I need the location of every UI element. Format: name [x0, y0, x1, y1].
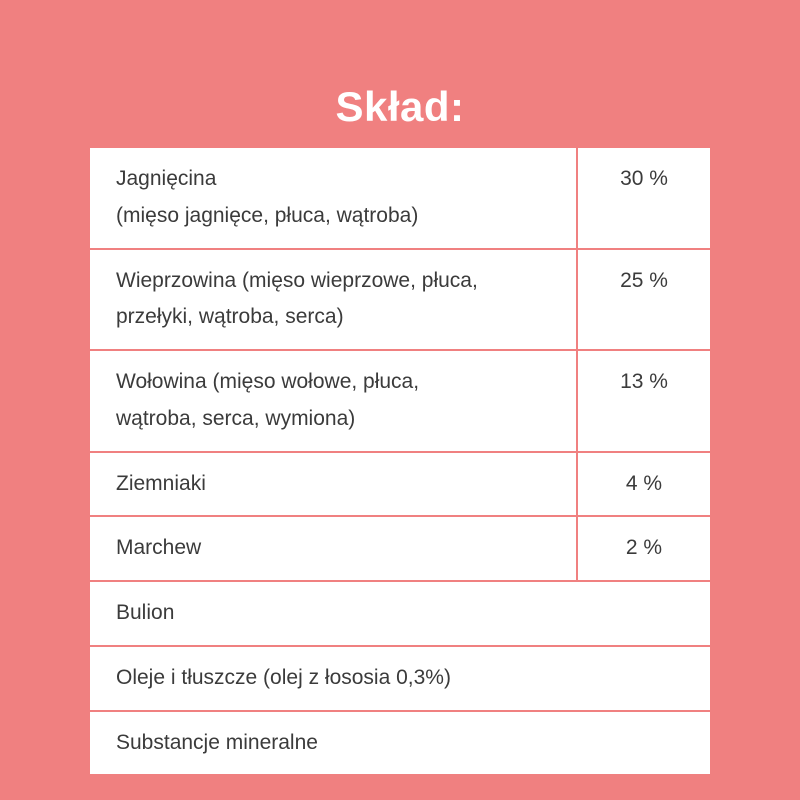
ingredient-percent: 30 % — [576, 148, 710, 248]
ingredient-name-line: wątroba, serca, wymiona) — [116, 406, 356, 430]
ingredient-name-line: Substancje mineralne — [116, 730, 318, 754]
table-row — [90, 647, 710, 712]
ingredient-name — [90, 582, 710, 645]
ingredient-name-line: Oleje i tłuszcze (olej z łososia 0,3%) — [116, 665, 451, 689]
ingredient-name — [90, 351, 576, 451]
table-row — [90, 250, 710, 352]
ingredient-name-line: Jagnięcina — [116, 167, 217, 190]
ingredient-name-line: Ziemniaki — [116, 471, 206, 495]
ingredients-table — [90, 148, 710, 774]
ingredient-name — [90, 517, 576, 580]
ingredient-percent: 25 % — [576, 250, 710, 350]
ingredient-name — [90, 712, 710, 775]
ingredient-percent: 2 % — [576, 517, 710, 580]
ingredient-name — [90, 148, 576, 248]
ingredient-name — [90, 647, 710, 710]
ingredient-name-line: Wołowina (mięso wołowe, płuca, — [116, 370, 420, 393]
table-row — [90, 351, 710, 453]
ingredient-name-line: przełyki, wątroba, serca) — [116, 305, 344, 329]
table-row — [90, 517, 710, 582]
ingredient-name-line: Bulion — [116, 601, 175, 624]
table-row — [90, 148, 710, 250]
ingredient-name-line: Wieprzowina (mięso wieprzowe, płuca, — [116, 268, 478, 292]
table-row — [90, 712, 710, 775]
ingredient-percent: 13 % — [576, 351, 710, 451]
page-title: Skład: — [335, 83, 465, 130]
table-row — [90, 582, 710, 647]
ingredient-name-line: Marchew — [116, 536, 202, 560]
ingredient-name-line: (mięso jagnięce, płuca, wątroba) — [116, 203, 419, 227]
ingredient-percent: 4 % — [576, 453, 710, 516]
table-row — [90, 453, 710, 518]
ingredient-name — [90, 250, 576, 350]
ingredient-name — [90, 453, 576, 516]
